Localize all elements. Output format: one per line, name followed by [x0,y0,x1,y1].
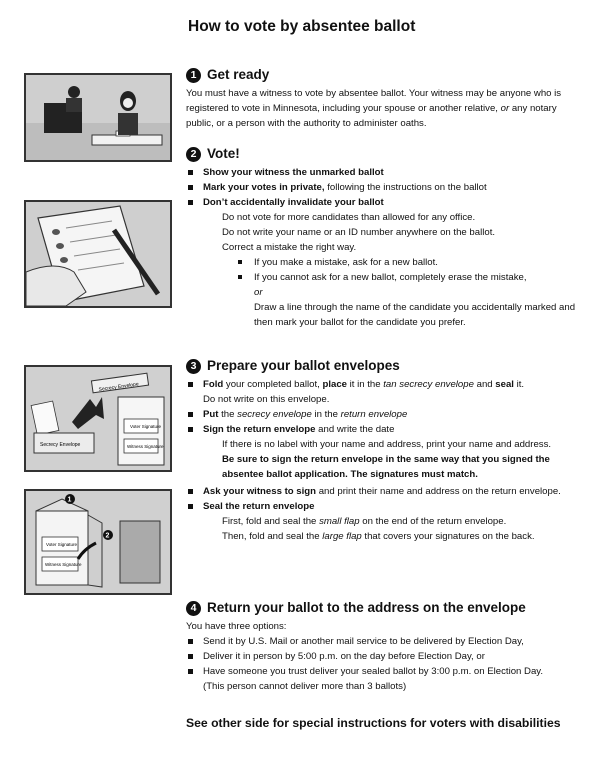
section-return-ballot [186,599,586,694]
step-3-number: 3 [186,359,201,374]
label-instruction: If there is no label with your name and address, print your name and address. [222,439,552,450]
list-item: If you make a mistake, ask for a new ballot. [236,255,586,270]
vote-rule-2: Do not write your name or an ID number anywhere on the ballot. [222,227,496,238]
voter-signature-label: Voter Signature [130,424,162,429]
footer-note: See other side for special instructions for voters with disabilities [186,716,561,730]
list-item: Put the secrecy envelope in the return envelope [186,407,586,422]
section-1-heading [186,66,586,84]
section-4-heading [186,599,586,617]
signature-match-note: Be sure to sign the return envelope in the same way that you signed the absentee ballot application. The signatures must match. [222,454,550,480]
voter-signature-label-2: Voter Signature [46,542,78,547]
section-get-ready [186,66,586,131]
vote-rule-1: Do not vote for more candidates than allowed for any office. [222,212,476,223]
vote-rule-3: Correct a mistake the right way. [222,242,357,253]
envelopes-illustration [24,365,172,472]
step-1-number: 1 [186,68,201,83]
or-connector: or [254,287,263,298]
seal-envelope-illustration [24,489,172,595]
list-item: Ask your witness to sign and print their name and address on the return envelope. [186,484,586,499]
list-item: Deliver it in person by 5:00 p.m. on the day before Election Day, or [186,649,586,664]
list-item: Fold your completed ballot, place it in the tan secrecy envelope and seal it. Do not write on this envelope. [186,377,586,407]
mark-ballot-illustration [24,200,172,308]
list-item: Show your witness the unmarked ballot [186,165,586,180]
list-item: Don’t accidentally invalidate your ballot [186,195,586,210]
witness-signature-label: Witness Signature [127,444,164,449]
draw-line-instruction: Draw a line through the name of the candidate you accidentally marked and then mark your ballot for the candidate you prefer. [254,302,576,328]
section-prepare-envelopes [186,357,586,544]
section-2-title: Vote! [207,146,240,161]
options-intro: You have three options: [186,621,287,632]
list-item: Seal the return envelope [186,499,586,514]
list-item: Mark your votes in private, following the instructions on the ballot [186,180,586,195]
list-item: Have someone you trust deliver your sealed ballot by 3:00 p.m. on Election Day. (This person cannot deliver more than 3 ballots) [186,664,586,694]
step-2-marker: 2 [105,532,110,540]
section-vote [186,145,586,330]
section-4-title: Return your ballot to the address on the envelope [207,600,526,615]
step-1-marker: 1 [67,496,72,504]
section-3-title: Prepare your ballot envelopes [207,358,400,373]
seal-step-1: First, fold and seal the small flap on the end of the return envelope. [222,516,507,527]
list-item: Send it by U.S. Mail or another mail service to be delivered by Election Day, [186,634,586,649]
page-title: How to vote by absentee ballot [188,18,416,35]
secrecy-envelope-label: Secrecy Envelope [40,442,81,448]
section-3-heading [186,357,586,375]
list-item: Sign the return envelope and write the date [186,422,586,437]
step-2-number: 2 [186,147,201,162]
seal-step-2: Then, fold and seal the large flap that covers your signatures on the back. [222,531,535,542]
section-1-title: Get ready [207,67,270,82]
secrecy-envelope-label-top: Secrecy Envelope [98,381,140,393]
witness-room-illustration [24,73,172,162]
get-ready-text: You must have a witness to vote by absentee ballot. Your witness may be anyone who is registered to vote in Minnesota, including your spouse or another relative, or any notary public, or a person with the authority to administer oaths. [186,88,562,129]
section-2-heading [186,145,586,163]
step-4-number: 4 [186,601,201,616]
list-item: If you cannot ask for a new ballot, completely erase the mistake, [236,270,586,285]
witness-signature-label-2: Witness Signature [45,562,82,567]
